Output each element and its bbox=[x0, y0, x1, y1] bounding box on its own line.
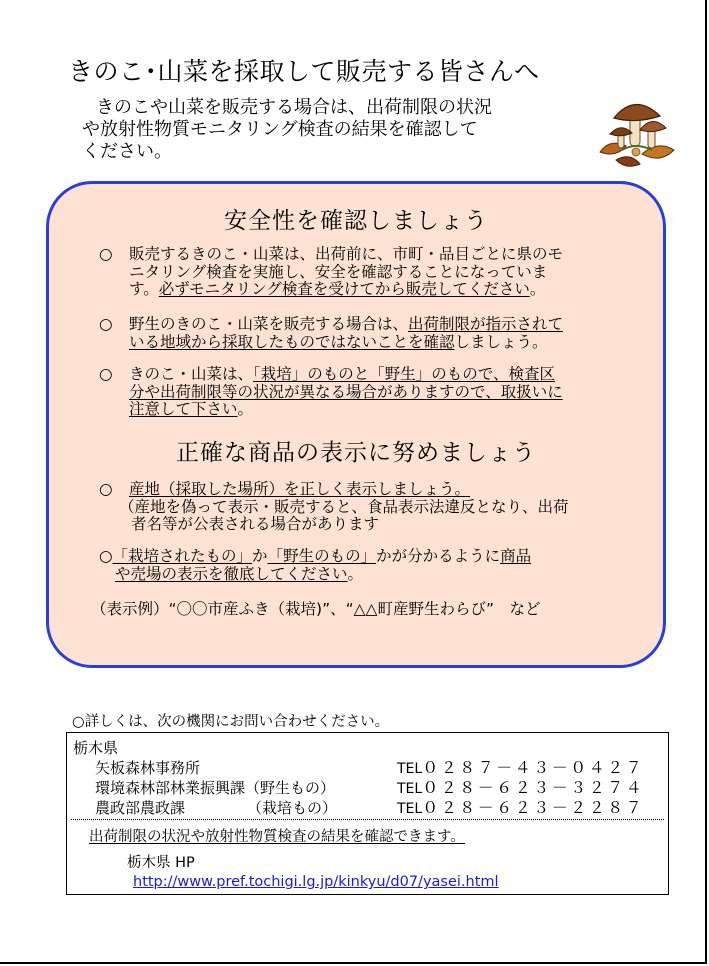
intro-line: ください。 bbox=[82, 141, 172, 162]
safety-info-box bbox=[46, 181, 666, 668]
bullet: ○ bbox=[99, 480, 113, 498]
dept-note: （野生もの） bbox=[245, 779, 336, 797]
item-line-emphasis: 必ずモニタリング検査を受けてから販売してください bbox=[158, 280, 530, 298]
item-line-emphasis: 「栽培」のものと「野生」のもので、検査区 bbox=[253, 365, 555, 383]
bullet: ○ bbox=[99, 245, 113, 263]
tel-label: TEL bbox=[397, 801, 423, 817]
intro-line: きのこや山菜を販売する場合は、出荷制限の状況 bbox=[96, 97, 492, 118]
item-line-emphasis: 分や出荷制限等の状況が異なる場合がありますので、取扱いに bbox=[129, 382, 563, 401]
labeling-heading: 正確な商品の表示に努めましょう bbox=[176, 440, 536, 466]
item-line-emphasis: 注意して下さい bbox=[129, 400, 238, 418]
item-line: 。 bbox=[347, 564, 364, 583]
tel-number: ０２８－６２３－２２８７ bbox=[422, 798, 645, 817]
contact-lead: ○詳しくは、次の機関にお問い合わせください。 bbox=[72, 714, 390, 730]
intro-line: や放射性物質モニタリング検査の結果を確認して bbox=[82, 119, 478, 140]
item-line: か bbox=[252, 547, 268, 565]
item-line-emphasis: 「栽培されたもの」 bbox=[112, 547, 253, 565]
item-line: かが分かるように bbox=[376, 547, 501, 565]
bullet: ○ bbox=[99, 315, 113, 333]
page-title: きのこ･山菜を採取して販売する皆さんへ bbox=[68, 57, 540, 86]
item-line: 。 bbox=[237, 400, 254, 418]
item-line: 野生のきのこ・山菜を販売する場合は、 bbox=[129, 315, 409, 333]
labeling-example: （表示例）“〇〇市産ふき（栽培)”、“△△町産野生わらび” など bbox=[91, 600, 541, 618]
tel-number: ０２８７－４３－０４２７ bbox=[422, 758, 645, 777]
intro-paragraph bbox=[82, 97, 592, 163]
item-line: きのこ・山菜は、 bbox=[129, 365, 254, 383]
contact-divider bbox=[71, 819, 664, 820]
item-line: （産地を偽って表示・販売すると、食品表示法違反となり、出荷 bbox=[119, 497, 569, 516]
dept-name: 農政部農政課 bbox=[95, 799, 186, 817]
dept-name: 環境森林部林業振興課 bbox=[95, 779, 246, 797]
item-line-emphasis: 「野生のもの」 bbox=[267, 547, 377, 565]
item-line: ニタリング検査を実施し、安全を確認することになっていま bbox=[129, 262, 548, 281]
item-line: す。 bbox=[129, 280, 159, 298]
item-line-emphasis: 産地（採取した場所）を正しく表示しましょう。 bbox=[129, 480, 471, 498]
mushroom-basket-icon bbox=[596, 92, 676, 170]
contact-box bbox=[66, 732, 669, 895]
tel-number: ０２８－６２３－３２７４ bbox=[422, 778, 645, 797]
safety-heading: 安全性を確認しましょう bbox=[224, 208, 488, 234]
item-line-emphasis: 商品 bbox=[500, 547, 532, 565]
hp-label: 栃木県 HP bbox=[127, 855, 195, 871]
prefecture-url-link[interactable]: http://www.pref.tochigi.lg.jp/kinkyu/d07/yasei.html bbox=[133, 874, 499, 890]
item-line-emphasis: いる地域から採取したものではないことを確認 bbox=[129, 332, 455, 351]
bullet: ○ bbox=[99, 365, 113, 383]
tel-label: TEL bbox=[397, 761, 423, 777]
item-line: 者名等が公表される場合があります bbox=[131, 515, 380, 533]
contact-agri-tel bbox=[397, 795, 644, 818]
contact-office-name: 矢板森林事務所 bbox=[95, 759, 201, 777]
item-line: しましょう。 bbox=[454, 332, 548, 351]
contact-agri-name bbox=[95, 797, 337, 818]
contact-forestry-name bbox=[95, 777, 335, 798]
item-line: 。 bbox=[529, 280, 546, 298]
tel-label: TEL bbox=[397, 781, 423, 797]
prefecture-label: 栃木県 bbox=[73, 739, 119, 757]
web-note: 出荷制限の状況や放射性物質検査の結果を確認できます。 bbox=[89, 829, 465, 845]
item-line: 販売するきのこ・山菜は、出荷前に、市町・品目ごとに県のモ bbox=[129, 245, 564, 263]
dept-note: （栽培もの） bbox=[247, 799, 338, 817]
item-line-emphasis: や売場の表示を徹底してください bbox=[115, 564, 348, 583]
item-line-emphasis: 出荷制限が指示されて bbox=[408, 315, 564, 333]
bullet: ○ bbox=[99, 547, 113, 565]
